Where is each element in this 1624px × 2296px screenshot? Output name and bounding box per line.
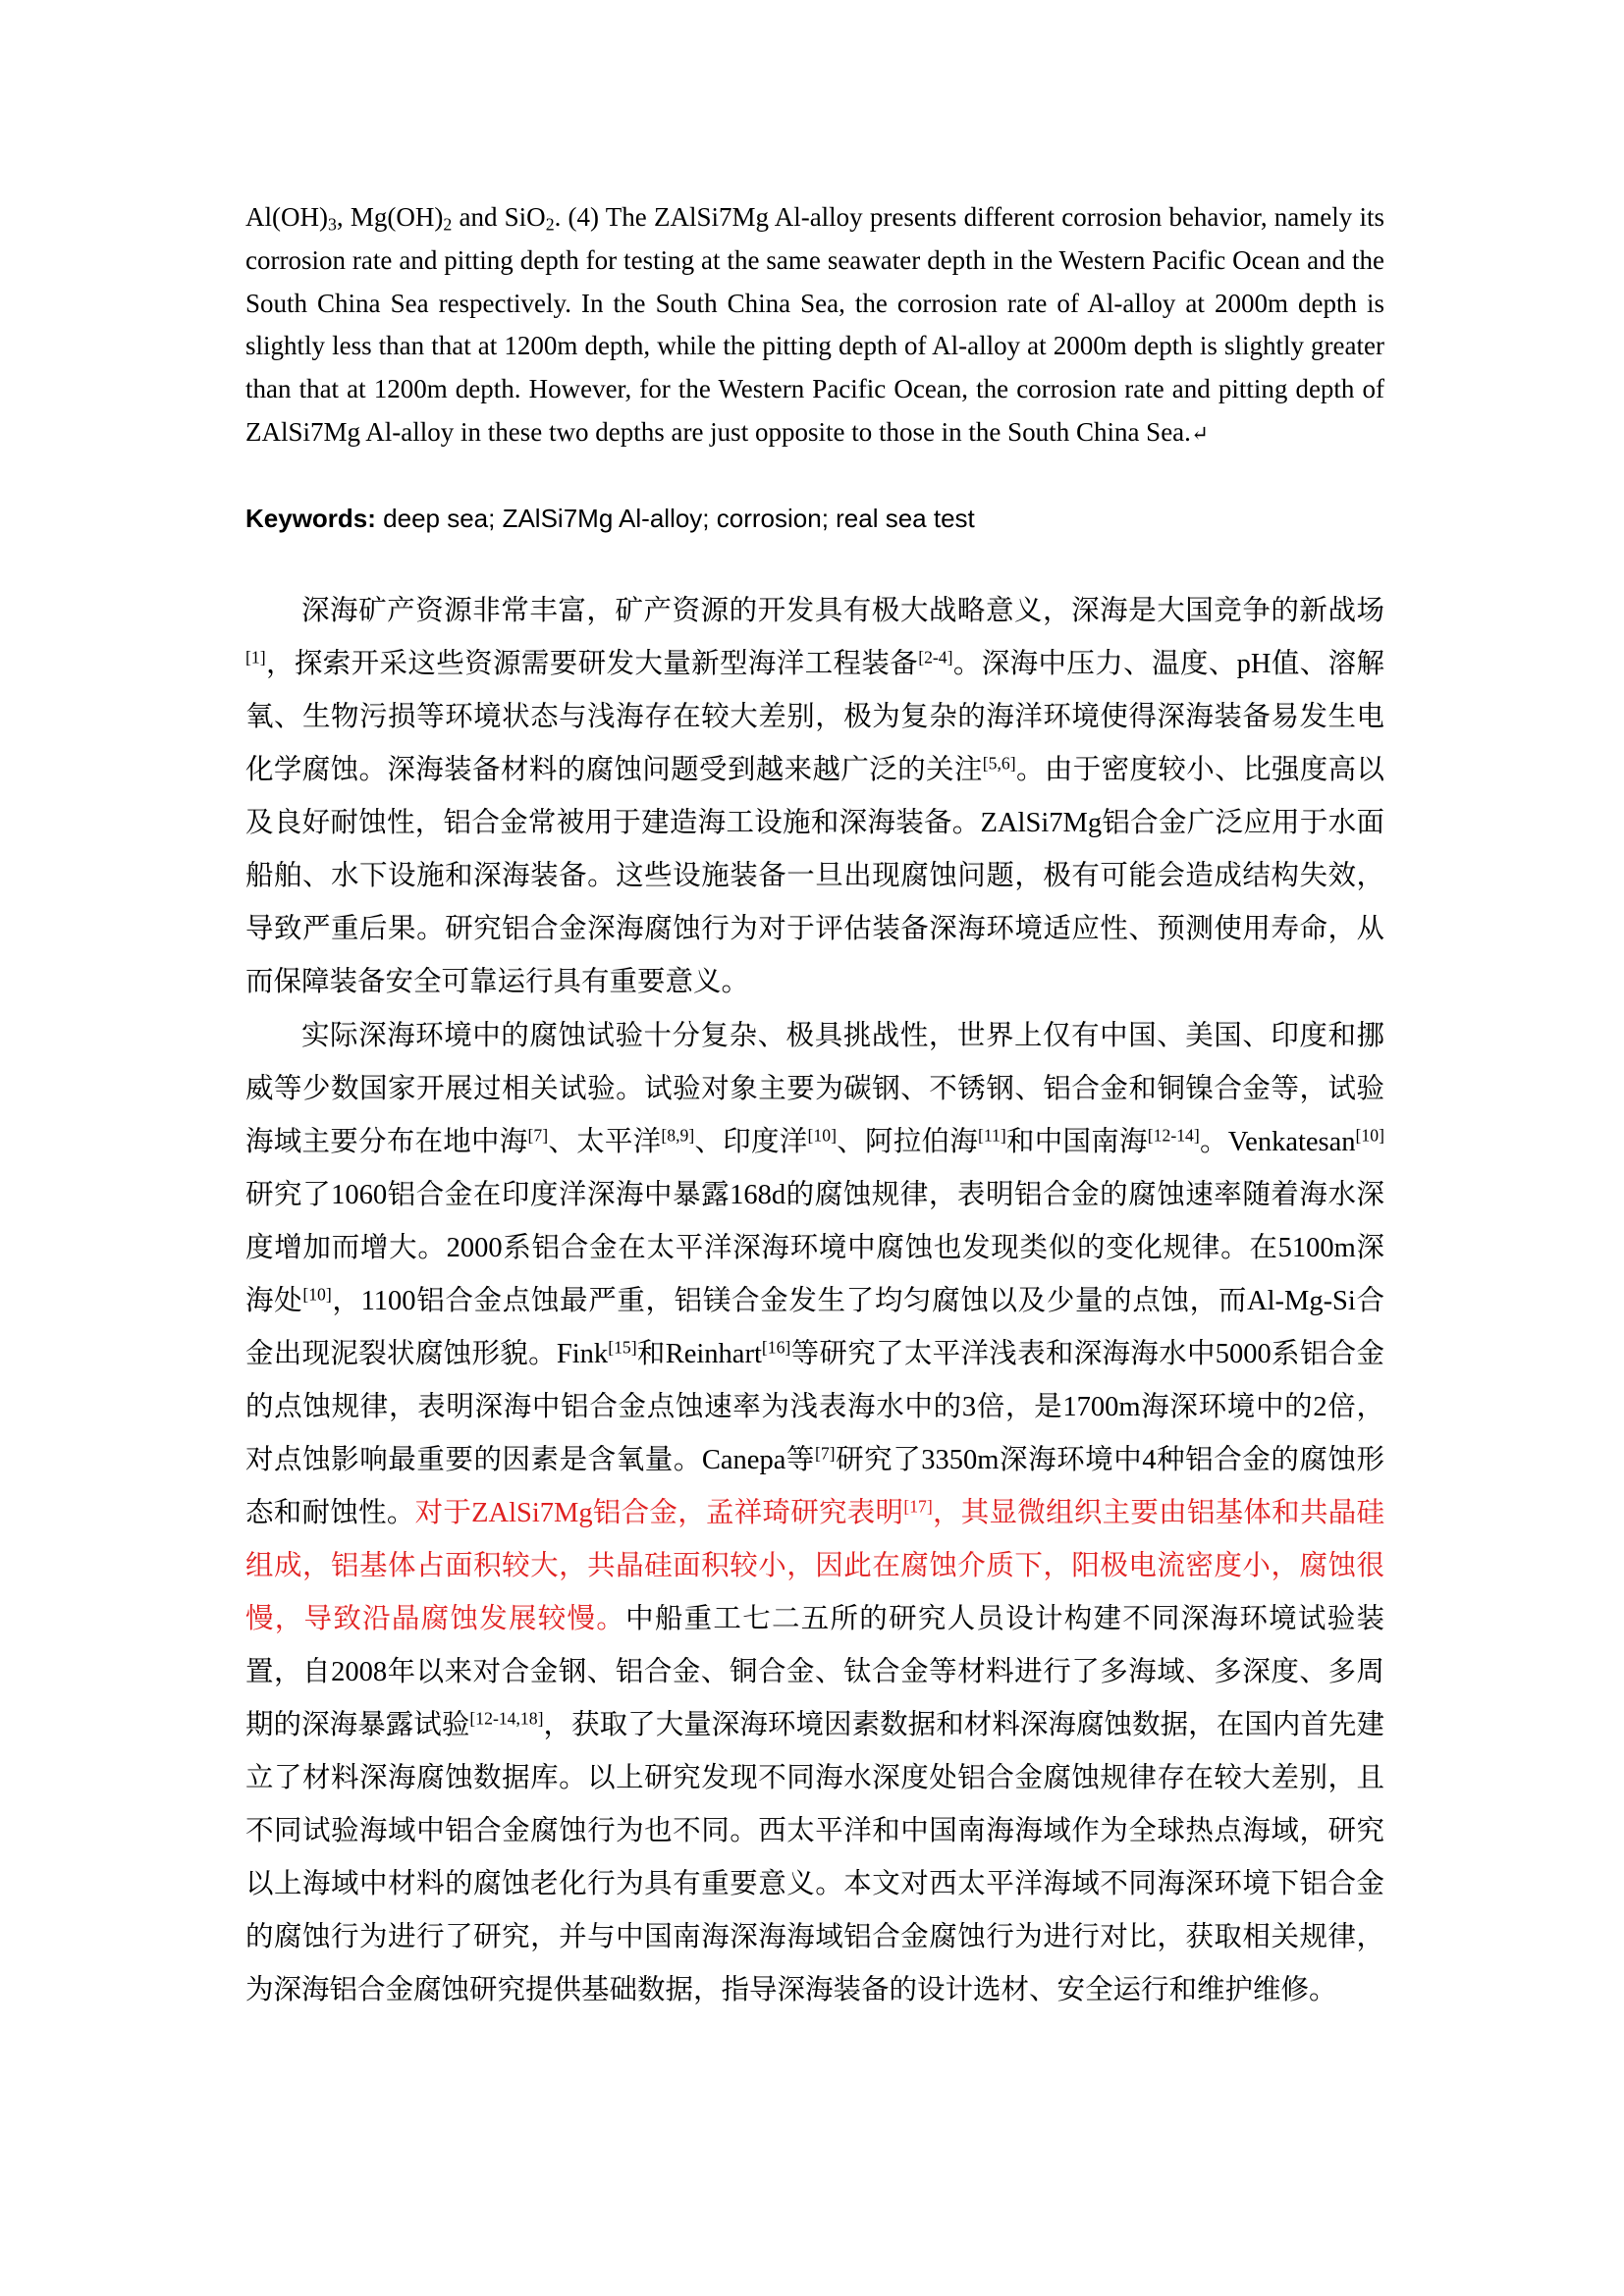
subscript: 2 xyxy=(545,214,555,235)
citation-ref: [12-14] xyxy=(1147,1125,1200,1146)
paragraph-mark: ↵ xyxy=(1190,421,1210,446)
text-run: 研究了1060铝合金在印度洋深海中暴露168d的腐蚀规律，表明铝合金的腐蚀速率随着海水深度增加而增大。2000系铝合金在太平洋深海环境中腐蚀也发现类似的变化规律。在5100m深海处 xyxy=(245,1180,1384,1316)
citation-ref: [12-14,18] xyxy=(469,1708,544,1729)
body-paragraph xyxy=(245,585,1384,1009)
subscript: 3 xyxy=(327,214,337,235)
text-run: , Mg(OH) xyxy=(336,202,444,232)
body-text xyxy=(245,585,1384,2018)
text-run: 、太平洋 xyxy=(548,1127,662,1157)
citation-ref: [10] xyxy=(1355,1125,1384,1146)
citation-ref: [1] xyxy=(245,647,266,667)
text-run: 中船重工七二五所的研究人员设计构建不同深海环境试验装置，自2008年以来对合金钢、铝合金、铜合金、钛合金等材料进行了多海域、多深度、多周期的深海暴露试验 xyxy=(245,1604,1384,1740)
text-run: 。由于密度较小、比强度高以及良好耐蚀性，铝合金常被用于建造海工设施和深海装备。ZAlSi7Mg铝合金广泛应用于水面船舶、水下设施和深海装备。这些设施装备一旦出现腐蚀问题，极有可能会造成结构失效，导致严重后果。研究铝合金深海腐蚀行为对于评估装备深海环境适应性、预测使用寿命，从而保障装备安全可靠运行具有重要意义。 xyxy=(245,755,1384,997)
text-run: ，其显微组织主要由铝基体和共晶硅组成，铝基体占面积较大，共晶硅面积较小，因此在腐蚀介质下，阳极电流密度小，腐蚀很慢，导致沿晶腐蚀发展较慢。 xyxy=(245,1498,1384,1634)
text-run: ，探索开采这些资源需要研发大量新型海洋工程装备 xyxy=(265,649,919,679)
citation-ref: [16] xyxy=(761,1337,791,1358)
text-run: ，1100铝合金点蚀最严重，铝镁合金发生了均匀腐蚀以及少量的点蚀，而Al-Mg-Si合金出现泥裂状腐蚀形貌。Fink xyxy=(245,1286,1384,1369)
abstract-paragraph xyxy=(245,196,1384,456)
citation-ref: [5,6] xyxy=(982,753,1016,774)
body-paragraph xyxy=(245,1010,1384,2017)
citation-ref: [10] xyxy=(807,1125,837,1146)
text-run: 。Venkatesan xyxy=(1199,1127,1356,1157)
text-run: 对于ZAlSi7Mg铝合金，孟祥琦研究表明 xyxy=(414,1498,904,1528)
citation-ref: [17] xyxy=(903,1496,933,1517)
text-run: 、阿拉伯海 xyxy=(836,1127,978,1157)
citation-ref: [7] xyxy=(814,1443,836,1464)
text-run: . (4) The ZAlSi7Mg Al-alloy presents different corrosion behavior, namely its corrosion rate and pitting depth for testing at the same seawater depth in the Western Pacific Ocean and the South China Sea respectively. In the South China Sea, the corrosion rate of Al-alloy at 2000m depth is slightly less than that at 1200m depth, while the pitting depth of Al-alloy at 2000m depth is slightly greater than that at 1200m depth. However, for the Western Pacific Ocean, the corrosion rate and pitting depth of ZAlSi7Mg Al-alloy in these two depths are just opposite to those in the South China Sea. xyxy=(245,202,1384,447)
text-run: 和Reinhart xyxy=(636,1339,762,1369)
keywords-line xyxy=(245,501,1384,536)
text-run: 实际深海环境中的腐蚀试验十分复杂、极具挑战性，世界上仅有中国、美国、印度和挪威等少数国家开展过相关试验。试验对象主要为碳钢、不锈钢、铝合金和铜镍合金等，试验海域主要分布在地中海 xyxy=(245,1021,1384,1157)
citation-ref: [7] xyxy=(527,1125,549,1146)
citation-ref: [2-4] xyxy=(918,647,953,667)
text-run: 深海矿产资源非常丰富，矿产资源的开发具有极大战略意义，深海是大国竞争的新战场 xyxy=(301,596,1384,626)
text-run: 等研究了太平洋浅表和深海海水中5000系铝合金的点蚀规律，表明深海中铝合金点蚀速率为浅表海水中的3倍，是1700m海深环境中的2倍，对点蚀影响最重要的因素是含氧量。Canepa等 xyxy=(245,1339,1384,1475)
subscript: 2 xyxy=(443,214,453,235)
citation-ref: [8,9] xyxy=(661,1125,695,1146)
text-run: 研究了3350m深海环境中4种铝合金的腐蚀形态和耐蚀性。 xyxy=(245,1445,1384,1528)
keywords-text: deep sea; ZAlSi7Mg Al-alloy; corrosion; real sea test xyxy=(375,504,975,533)
text-run: ，获取了大量深海环境因素数据和材料深海腐蚀数据，在国内首先建立了材料深海腐蚀数据库。以上研究发现不同海水深度处铝合金腐蚀规律存在较大差别，且不同试验海域中铝合金腐蚀行为也不同。西太平洋和中国南海海域作为全球热点海域，研究以上海域中材料的腐蚀老化行为具有重要意义。本文对西太平洋海域不同海深环境下铝合金的腐蚀行为进行了研究，并与中国南海深海海域铝合金腐蚀行为进行对比，获取相关规律，为深海铝合金腐蚀研究提供基础数据，指导深海装备的设计选材、安全运行和维护维修。 xyxy=(245,1710,1384,2005)
text-run: Al(OH) xyxy=(245,202,328,232)
text-run: and SiO xyxy=(452,202,546,232)
keywords-label: Keywords: xyxy=(245,504,376,533)
citation-ref: [11] xyxy=(978,1125,1006,1146)
citation-ref: [15] xyxy=(608,1337,637,1358)
citation-ref: [10] xyxy=(302,1284,332,1305)
text-run: 。深海中压力、温度、pH值、溶解氧、生物污损等环境状态与浅海存在较大差别，极为复杂的海洋环境使得深海装备易发生电化学腐蚀。深海装备材料的腐蚀问题受到越来越广泛的关注 xyxy=(245,649,1384,785)
text-run: 、印度洋 xyxy=(694,1127,808,1157)
text-run: 和中国南海 xyxy=(1005,1127,1148,1157)
